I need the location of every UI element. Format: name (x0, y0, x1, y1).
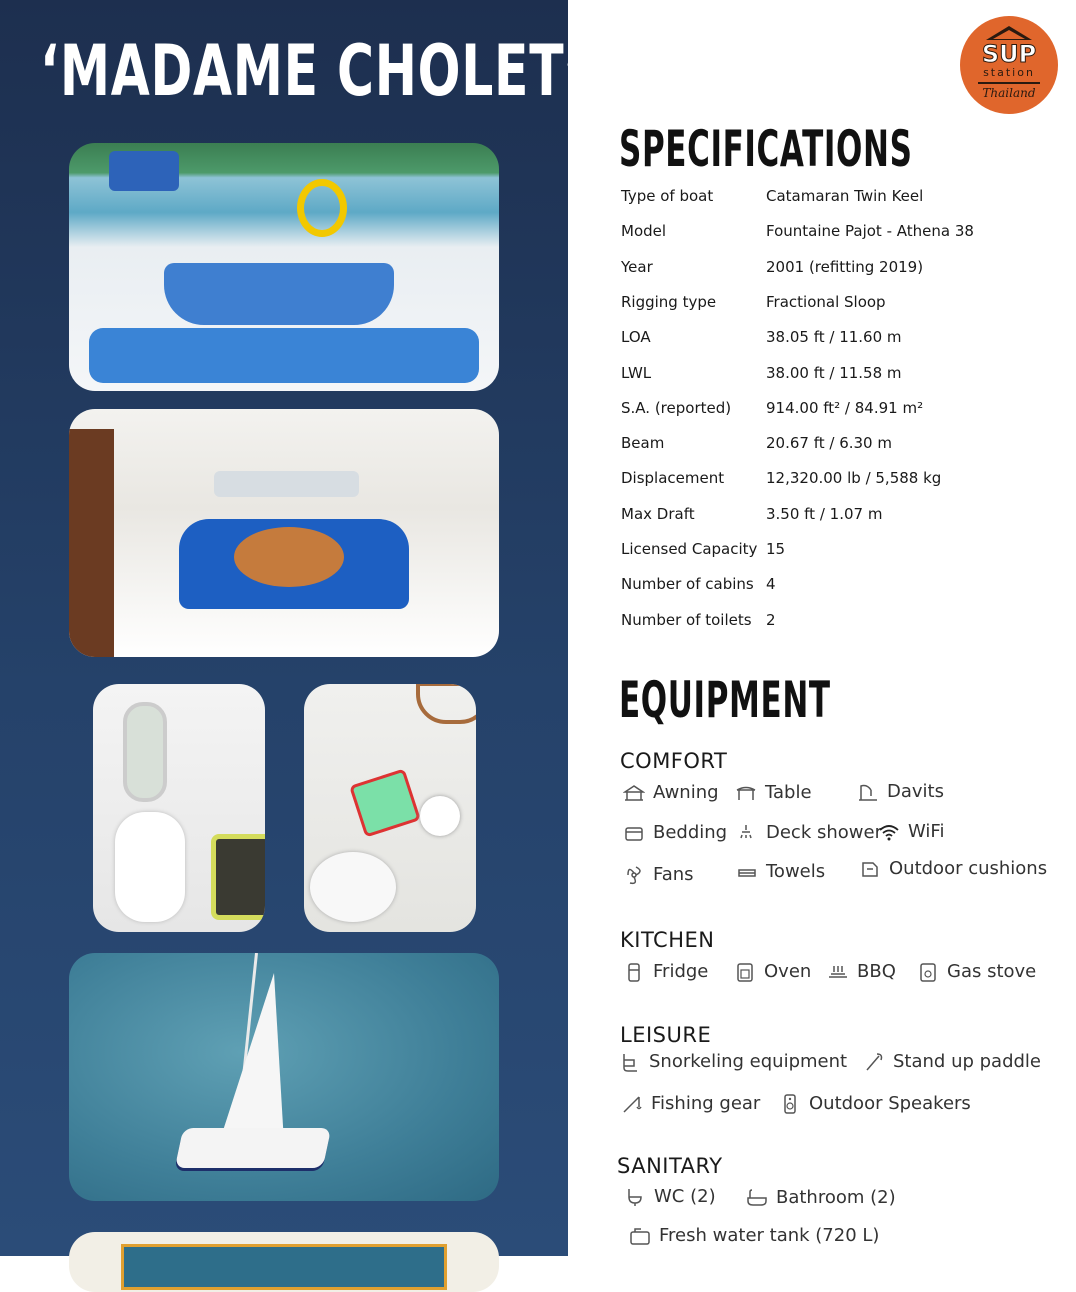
fan-icon (622, 865, 646, 885)
photo-deck-plan (69, 1232, 499, 1292)
comfort-item (622, 822, 727, 843)
sanitary-item (745, 1187, 896, 1208)
bbq-icon (826, 962, 850, 982)
leisure-item (778, 1093, 971, 1114)
speaker-icon (778, 1094, 802, 1114)
paddle-icon (862, 1052, 886, 1072)
spec-label: Rigging type (621, 293, 717, 311)
comfort-item (858, 858, 1047, 879)
sanitary-item (628, 1225, 879, 1246)
photo-bathroom-sink (93, 684, 265, 932)
logo-text-script: Thailand (982, 86, 1036, 100)
fishing-rod-icon (620, 1094, 644, 1114)
leisure-item-label: Fishing gear (651, 1093, 761, 1114)
comfort-item-label: Fans (653, 864, 694, 885)
spec-value: 914.00 ft² / 84.91 m² (766, 399, 924, 417)
towel-icon (735, 862, 759, 882)
spec-value: 12,320.00 lb / 5,588 kg (766, 469, 942, 487)
comfort-item-label: Table (765, 782, 812, 803)
leisure-item (620, 1093, 760, 1114)
spec-value: 20.67 ft / 6.30 m (766, 434, 892, 452)
comfort-item-label: Awning (653, 782, 719, 803)
sup-station-logo (960, 16, 1058, 114)
awning-icon (622, 783, 646, 803)
kitchen-item-label: Oven (764, 961, 812, 982)
comfort-item-label: Deck shower (766, 822, 882, 843)
spec-label: Number of toilets (621, 611, 752, 629)
leisure-item (618, 1051, 847, 1072)
comfort-item-label: Davits (887, 781, 944, 802)
boat-title: ‘MADAME CHOLET’ (40, 30, 585, 112)
sanitary-item-label: Fresh water tank (720 L) (659, 1225, 880, 1246)
spec-value: 2 (766, 611, 776, 629)
leisure-item-label: Outdoor Speakers (809, 1093, 971, 1114)
spec-label: Type of boat (621, 187, 714, 205)
spec-value: 4 (766, 575, 776, 593)
sanitary-item-label: WC (2) (654, 1186, 716, 1207)
logo-text-sub: station (983, 66, 1035, 79)
leisure-item-label: Stand up paddle (893, 1051, 1042, 1072)
kitchen-item (622, 961, 708, 982)
spec-label: Number of cabins (621, 575, 754, 593)
leisure-item-label: Snorkeling equipment (649, 1051, 848, 1072)
kitchen-item-label: BBQ (857, 961, 896, 982)
toilet-icon (623, 1187, 647, 1207)
comfort-item (622, 864, 694, 885)
spec-label: Max Draft (621, 505, 695, 523)
spec-label: S.A. (reported) (621, 399, 732, 417)
spec-value: 38.00 ft / 11.58 m (766, 364, 902, 382)
spec-value: 3.50 ft / 1.07 m (766, 505, 883, 523)
spec-value: 15 (766, 540, 786, 558)
photo-cockpit (69, 143, 499, 391)
comfort-heading: COMFORT (620, 749, 728, 773)
bedding-icon (622, 823, 646, 843)
wifi-icon (877, 822, 901, 842)
spec-value: 2001 (refitting 2019) (766, 258, 924, 276)
logo-text-main: SUP (981, 40, 1037, 68)
photo-sailing-aerial (69, 953, 499, 1201)
spec-value: Fractional Sloop (766, 293, 886, 311)
spec-label: Year (621, 258, 653, 276)
spec-value: Fountaine Pajot - Athena 38 (766, 222, 974, 240)
comfort-item-label: Bedding (653, 822, 728, 843)
comfort-item-label: Towels (766, 861, 826, 882)
spec-value: 38.05 ft / 11.60 m (766, 328, 902, 346)
spec-label: LWL (621, 364, 652, 382)
leisure-item (862, 1051, 1041, 1072)
spec-label: Licensed Capacity (621, 540, 758, 558)
kitchen-item (916, 961, 1036, 982)
sanitary-heading: SANITARY (617, 1154, 723, 1178)
spec-label: LOA (621, 328, 651, 346)
kitchen-heading: KITCHEN (620, 928, 715, 952)
spec-value: Catamaran Twin Keel (766, 187, 924, 205)
water-tank-icon (628, 1226, 652, 1246)
comfort-item (622, 782, 719, 803)
kitchen-item (826, 961, 896, 982)
comfort-item-label: WiFi (908, 821, 945, 842)
comfort-item (856, 781, 944, 802)
snorkel-icon (618, 1052, 642, 1072)
kitchen-item (733, 961, 811, 982)
comfort-item (877, 821, 944, 842)
specifications-heading: SPECIFICATIONS (619, 120, 913, 178)
oven-icon (733, 962, 757, 982)
sanitary-item-label: Bathroom (2) (776, 1187, 896, 1208)
sanitary-item (623, 1186, 716, 1207)
spec-label: Model (621, 222, 667, 240)
comfort-item (735, 861, 825, 882)
comfort-item (734, 782, 812, 803)
kitchen-item-label: Fridge (653, 961, 709, 982)
table-icon (734, 783, 758, 803)
spec-label: Beam (621, 434, 665, 452)
cushion-icon (858, 859, 882, 879)
comfort-item-label: Outdoor cushions (889, 858, 1048, 879)
shower-icon (735, 823, 759, 843)
photo-saloon (69, 409, 499, 657)
davits-icon (856, 782, 880, 802)
kitchen-item-label: Gas stove (947, 961, 1037, 982)
leisure-heading: LEISURE (620, 1023, 712, 1047)
stove-icon (916, 962, 940, 982)
bathtub-icon (745, 1188, 769, 1208)
spec-label: Displacement (621, 469, 725, 487)
fridge-icon (622, 962, 646, 982)
photo-bathroom-toilet (304, 684, 476, 932)
equipment-heading: EQUIPMENT (619, 671, 831, 729)
comfort-item (735, 822, 882, 843)
